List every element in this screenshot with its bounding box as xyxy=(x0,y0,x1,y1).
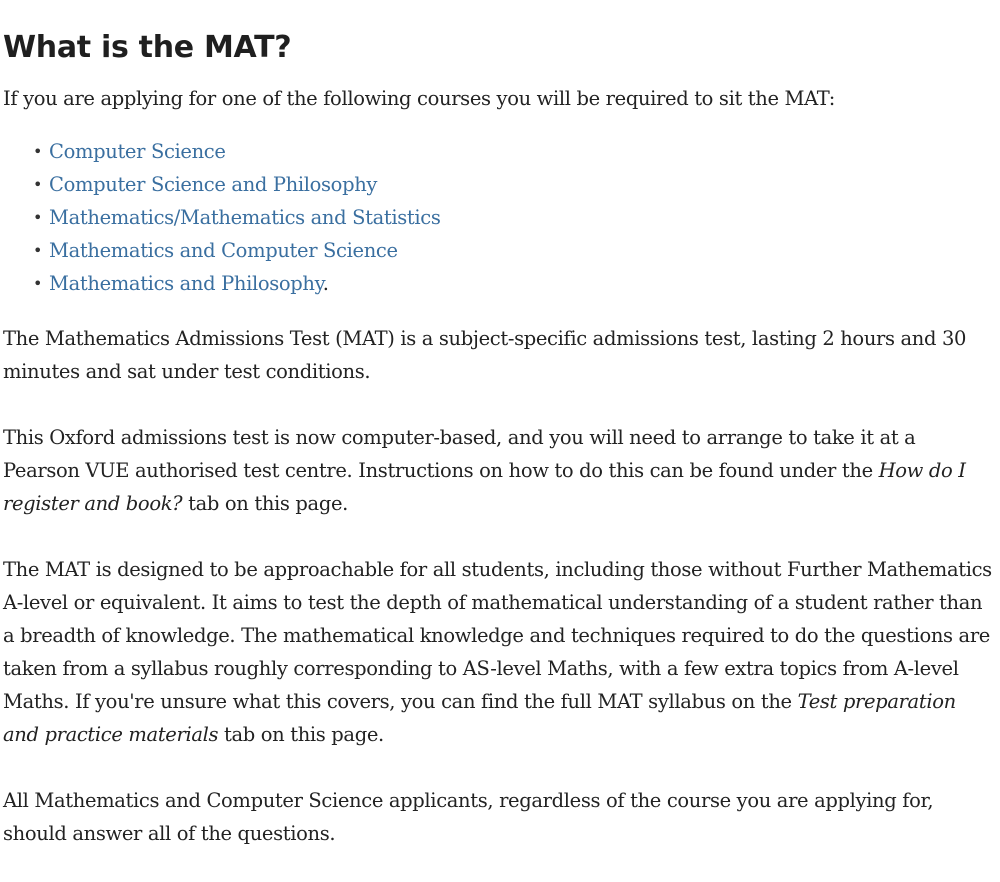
intro-text: If you are applying for one of the following courses you will be required to sit the MAT: xyxy=(3,87,835,110)
course-link-mathematics-and-philosophy[interactable]: Mathematics and Philosophy xyxy=(49,272,323,295)
list-item xyxy=(33,135,993,168)
paragraph-text: The MAT is designed to be approachable for all students, including those without Further Mathematics A-level or equivalent. It aims to test the depth of mathematical understanding of a student rather than a breadth of knowledge. The mathematical knowledge and techniques required to do the questions are taken from a syllabus roughly corresponding to AS-level Maths, with a few extra topics from A-level Maths. If you're unsure what this covers, you can find the full MAT syllabus on the xyxy=(3,558,992,713)
paragraph-approachable xyxy=(3,553,993,751)
tab-reference-test-preparation: Test preparation and practice materials xyxy=(3,690,956,746)
article-content xyxy=(0,30,993,850)
list-item xyxy=(33,234,993,267)
paragraph-test-description: The Mathematics Admissions Test (MAT) is a subject-specific admissions test, lasting 2 hours and 30 minutes and sat under test conditions. xyxy=(3,327,967,383)
course-link-computer-science-and-philosophy[interactable]: Computer Science and Philosophy xyxy=(49,173,378,196)
tab-reference-register: How do I register and book? xyxy=(3,459,966,515)
list-item xyxy=(33,201,993,234)
paragraph-text: tab on this page. xyxy=(218,723,384,746)
course-link-mathematics-and-statistics[interactable]: Mathematics/Mathematics and Statistics xyxy=(49,206,441,229)
list-end-period: . xyxy=(322,272,329,295)
list-item xyxy=(33,267,993,300)
list-item xyxy=(33,168,993,201)
course-list xyxy=(3,135,993,300)
paragraph-applicants: All Mathematics and Computer Science applicants, regardless of the course you are applying for, should answer all of the questions. xyxy=(3,789,934,845)
page-title: What is the MAT? xyxy=(3,30,292,65)
course-link-mathematics-and-computer-science[interactable]: Mathematics and Computer Science xyxy=(49,239,398,262)
paragraph-text: tab on this page. xyxy=(182,492,349,515)
course-link-computer-science[interactable]: Computer Science xyxy=(49,140,226,163)
paragraph-computer-based xyxy=(3,421,993,520)
paragraph-text: This Oxford admissions test is now computer-based, and you will need to arrange to take it at a Pearson VUE authorised test centre. Instructions on how to do this can be found under the xyxy=(3,426,916,482)
